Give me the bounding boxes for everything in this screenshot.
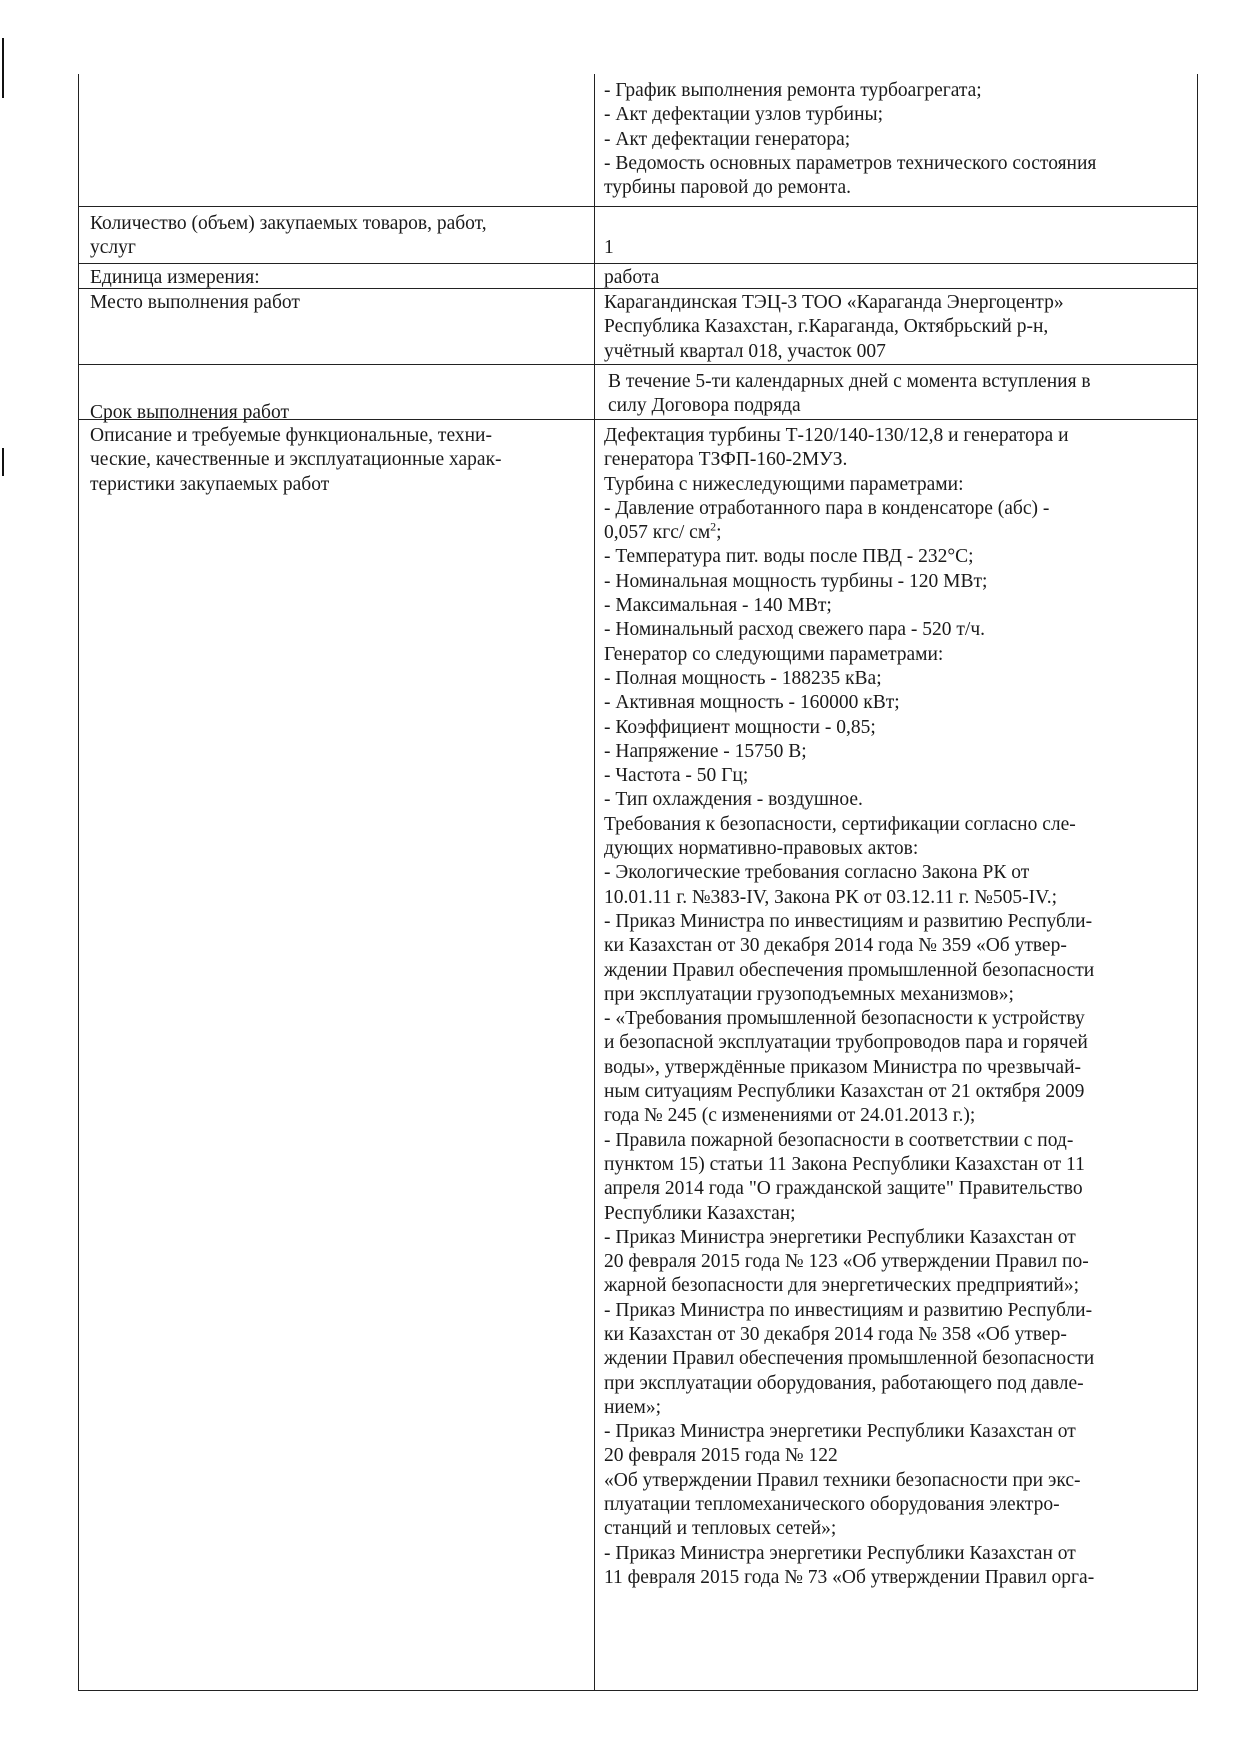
quantity-label — [90, 212, 487, 261]
description-line: дующих нормативно-правовых актов: — [604, 838, 919, 860]
description-line: - Номинальная мощность турбины - 120 МВт; — [604, 570, 988, 592]
description-line: 20 февраля 2015 года № 122 — [604, 1445, 838, 1467]
value-line: Республика Казахстан, г.Караганда, Октябрьский р-н, — [604, 316, 1049, 338]
list-item: турбины паровой до ремонта. — [604, 177, 852, 199]
description-line: ки Казахстан от 30 декабря 2014 года № 359 «Об утвер- — [604, 935, 1067, 957]
description-line: Турбина с нижеследующими параметрами: — [604, 473, 964, 495]
label-line: Описание и требуемые функциональные, техни- — [90, 425, 492, 446]
scan-mark — [2, 38, 4, 98]
superscript: 2 — [710, 519, 717, 534]
description-line: Генератор со следующими параметрами: — [604, 643, 944, 665]
description-line: станций и тепловых сетей»; — [604, 1518, 837, 1540]
description-line: Дефектация турбины Т-120/140-130/12,8 и генератора и — [604, 425, 1069, 446]
description-line: 11 февраля 2015 года № 73 «Об утверждении Правил орга- — [604, 1566, 1095, 1588]
description-line: ки Казахстан от 30 декабря 2014 года № 358 «Об утвер- — [604, 1323, 1067, 1345]
list-item: - Акт дефектации узлов турбины; — [604, 104, 884, 126]
description-line: - Приказ Министра энергетики Республики Казахстан от — [604, 1542, 1076, 1564]
description-line: ждении Правил обеспечения промышленной безопасности — [604, 1348, 1095, 1370]
description-line: плуатации тепломеханического оборудования электро- — [604, 1494, 1060, 1516]
description-line: - Коэффициент мощности - 0,85; — [604, 716, 876, 738]
value-line: В течение 5-ти календарных дней с момента вступления в — [608, 371, 1091, 392]
row-divider — [78, 263, 1198, 264]
scan-mark — [2, 448, 4, 476]
list-item: - Ведомость основных параметров технического состояния — [604, 152, 1097, 174]
description-line: - Максимальная - 140 МВт; — [604, 595, 832, 617]
description-line: ждении Правил обеспечения промышленной безопасности — [604, 959, 1095, 981]
description-line: Республики Казахстан; — [604, 1202, 796, 1224]
description-line: пунктом 15) статьи 11 Закона Республики Казахстан от 11 — [604, 1153, 1085, 1175]
description-line: - Напряжение - 15750 В; — [604, 740, 807, 762]
description-line: - Приказ Министра энергетики Республики Казахстан от — [604, 1421, 1076, 1443]
place-value — [604, 291, 1064, 364]
description-line: при эксплуатации грузоподъемных механизмов»; — [604, 983, 1014, 1005]
description-line: 0,057 кгс/ $см^2$; — [604, 519, 722, 544]
description-line: - Приказ Министра по инвестициям и развитию Республи- — [604, 1299, 1093, 1321]
label-line: ческие, качественные и эксплуатационные харак- — [90, 449, 502, 471]
description-line: воды», утверждённые приказом Министра по чрезвычай- — [604, 1056, 1081, 1078]
description-line: генератора ТЗФП-160-2МУЗ. — [604, 449, 848, 471]
description-line: ным ситуациям Республики Казахстан от 21 октября 2009 — [604, 1081, 1085, 1103]
description-line: 10.01.11 г. №383-IV, Закона РК от 03.12.11 г. №505-IV.; — [604, 886, 1058, 908]
description-line: нием»; — [604, 1396, 662, 1418]
label-line: услуг — [90, 237, 136, 259]
list-item: - Акт дефектации генератора; — [604, 128, 851, 150]
description-line: года № 245 (с изменениями от 24.01.2013 г.); — [604, 1105, 976, 1127]
list-item: - График выполнения ремонта турбоагрегата; — [604, 80, 982, 101]
description-line: 20 февраля 2015 года № 123 «Об утверждении Правил по- — [604, 1251, 1089, 1273]
description-line: жарной безопасности для энергетических предприятий»; — [604, 1275, 1080, 1297]
description-line: - Температура пит. воды после ПВД - 232°С; — [604, 546, 974, 568]
description-line: - Экологические требования согласно Закона РК от — [604, 862, 1030, 884]
unit-value: работа — [604, 267, 660, 288]
description-line: - Приказ Министра энергетики Республики Казахстан от — [604, 1226, 1076, 1248]
description-label — [90, 424, 502, 497]
description-line: - Правила пожарной безопасности в соответствии с под- — [604, 1129, 1074, 1151]
description-line: - Давление отработанного пара в конденсаторе (абс) - — [604, 497, 1050, 519]
description-value — [604, 424, 1094, 1590]
place-label: Место выполнения работ — [90, 292, 300, 313]
term-value — [608, 370, 1091, 419]
description-line: Требования к безопасности, сертификации согласно сле- — [604, 813, 1076, 835]
row-divider — [78, 364, 1198, 365]
value-line: Карагандинская ТЭЦ-3 ТОО «Караганда Энергоцентр» — [604, 292, 1064, 313]
description-line: - Полная мощность - 188235 кВа; — [604, 667, 882, 689]
value-line: учётный квартал 018, участок 007 — [604, 340, 886, 362]
row-divider — [78, 206, 1198, 207]
description-line: и безопасной эксплуатации трубопроводов пара и горячей — [604, 1032, 1088, 1054]
description-line: апреля 2014 года "О гражданской защите" Правительство — [604, 1178, 1083, 1200]
deliverables-list — [604, 79, 1096, 200]
description-line: - «Требования промышленной безопасности к устройству — [604, 1008, 1085, 1030]
term-label: Срок выполнения работ — [90, 402, 289, 423]
table-border-left — [78, 74, 79, 1691]
unit-label: Единица измерения: — [90, 267, 260, 288]
description-line: - Приказ Министра по инвестициям и развитию Республи- — [604, 910, 1093, 932]
table-border-right — [1197, 74, 1198, 1691]
description-line: - Номинальный расход свежего пара - 520 т/ч. — [604, 619, 986, 641]
description-line: «Об утверждении Правил техники безопасности при экс- — [604, 1469, 1081, 1491]
quantity-value: 1 — [604, 237, 614, 258]
description-line: - Тип охлаждения - воздушное. — [604, 789, 863, 811]
label-line: теристики закупаемых работ — [90, 473, 330, 495]
description-line: при эксплуатации оборудования, работающего под давле- — [604, 1372, 1084, 1394]
table-border-bottom — [78, 1690, 1198, 1691]
description-line: - Активная мощность - 160000 кВт; — [604, 692, 900, 714]
description-line: - Частота - 50 Гц; — [604, 765, 749, 787]
label-line: Количество (объем) закупаемых товаров, работ, — [90, 213, 487, 234]
table-border-middle — [594, 74, 595, 1691]
value-line: силу Договора подряда — [608, 395, 801, 417]
superscript-suffix: ; — [716, 522, 722, 544]
